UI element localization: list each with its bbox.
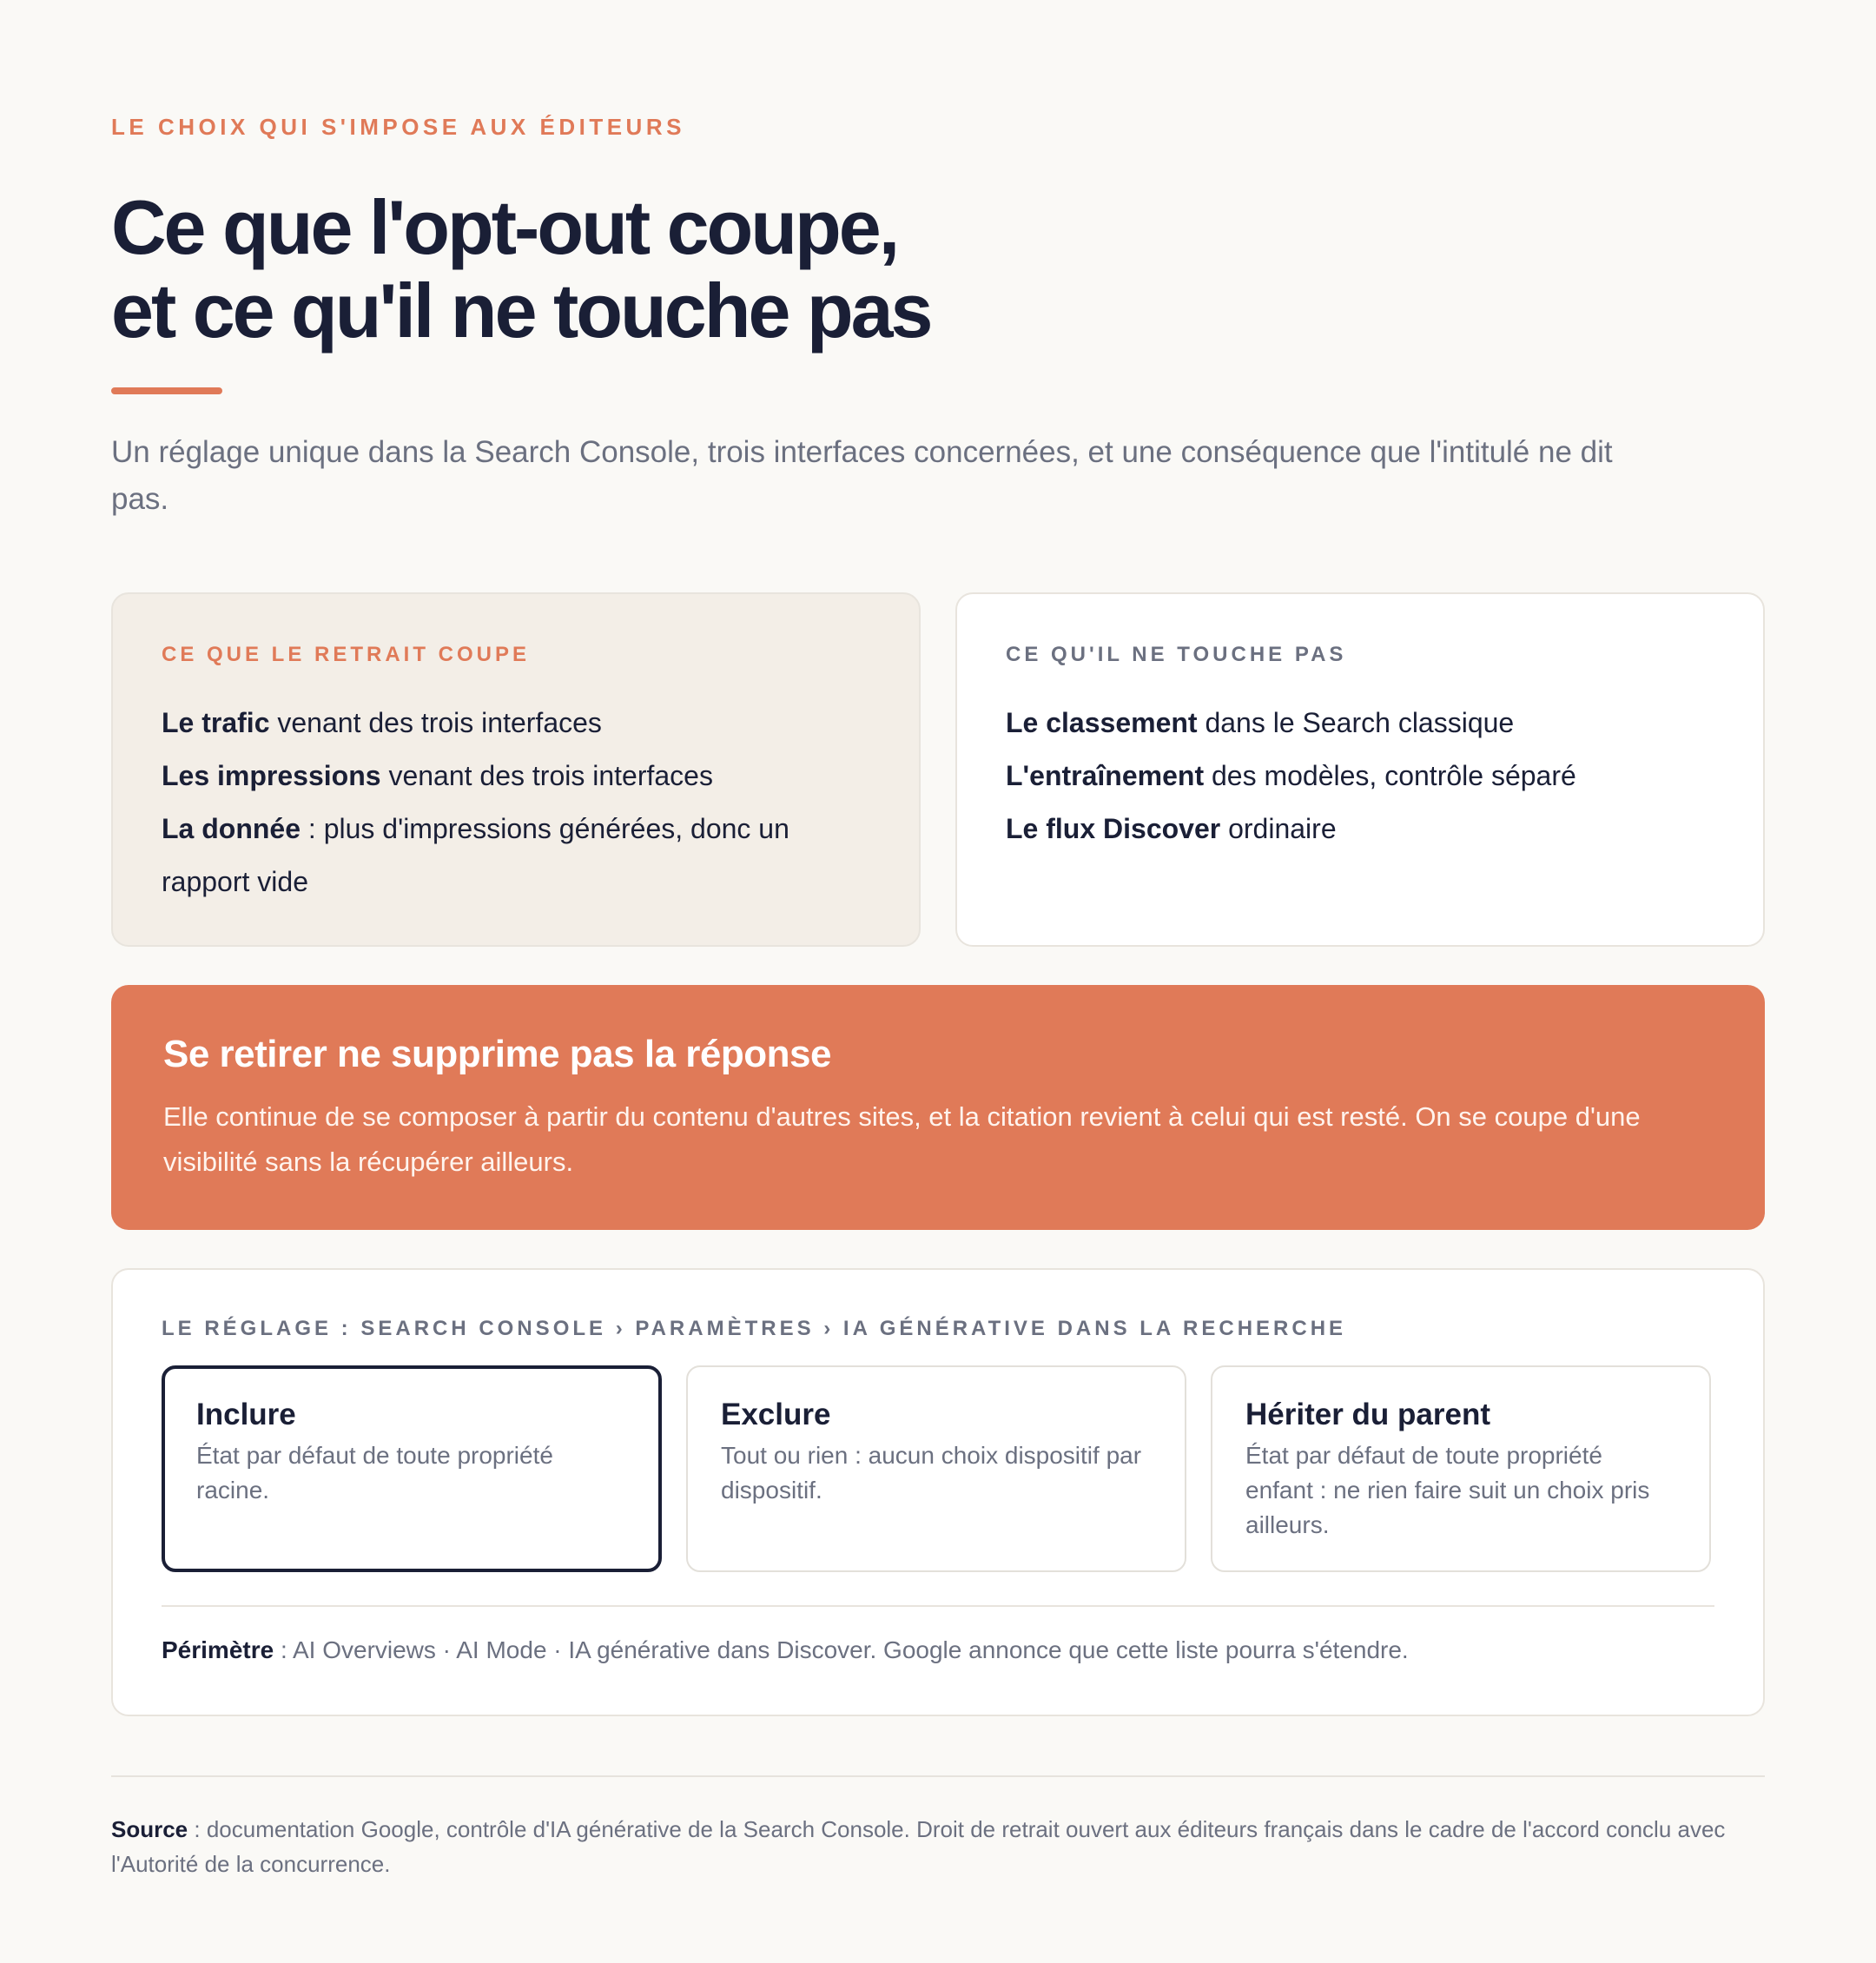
- setting-panel: [111, 1268, 1765, 1716]
- option-exclude[interactable]: [686, 1365, 1186, 1572]
- source-text: : documentation Google, contrôle d'IA générative de la Search Console. Droit de retrait ouvert aux éditeurs français dans le cadre de l'accord conclu avec l'Autorité de la concurrence.: [111, 1816, 1726, 1877]
- card-what-is-kept: [955, 592, 1765, 947]
- card-label: CE QU'IL NE TOUCHE PAS: [1006, 643, 1347, 666]
- option-title: Hériter du parent: [1245, 1398, 1490, 1431]
- cut-list: [162, 697, 870, 909]
- list-item-text: dans le Search classique: [1197, 707, 1515, 738]
- list-item-strong: L'entraînement: [1006, 760, 1205, 791]
- list-item-strong: Les impressions: [162, 760, 381, 791]
- scope-text: : AI Overviews · AI Mode · IA générative dans Discover. Google annonce que cette liste pourra s'étendre.: [274, 1636, 1409, 1663]
- page-title-line-1: Ce que l'opt-out coupe,: [111, 184, 898, 270]
- setting-path: LE RÉGLAGE : SEARCH CONSOLE › PARAMÈTRES › IA GÉNÉRATIVE DANS LA RECHERCHE: [162, 1317, 1347, 1340]
- list-item-strong: Le flux Discover: [1006, 813, 1221, 844]
- option-description: Tout ou rien : aucun choix dispositif par dispositif.: [721, 1442, 1142, 1504]
- keep-list: [1006, 697, 1714, 856]
- list-item: [162, 803, 870, 909]
- lead-paragraph: Un réglage unique dans la Search Console, trois interfaces concernées, et une conséquence que l'intitulé ne dit pas.: [111, 435, 1613, 516]
- option-inherit-parent[interactable]: [1211, 1365, 1711, 1572]
- banner-text: Elle continue de se composer à partir du contenu d'autres sites, et la citation revient à celui qui est resté. On se coupe d'une visibilité sans la récupérer ailleurs.: [163, 1101, 1641, 1177]
- setting-options: [162, 1365, 1714, 1572]
- page-title: [111, 186, 1765, 353]
- setting-divider: [162, 1605, 1714, 1607]
- list-item-strong: Le trafic: [162, 707, 270, 738]
- list-item: [1006, 697, 1714, 750]
- source-strong: Source: [111, 1816, 188, 1842]
- card-what-is-cut: [111, 592, 921, 947]
- eyebrow: LE CHOIX QUI S'IMPOSE AUX ÉDITEURS: [111, 114, 685, 140]
- option-include[interactable]: [162, 1365, 662, 1572]
- list-item-text: ordinaire: [1220, 813, 1337, 844]
- list-item-strong: Le classement: [1006, 707, 1198, 738]
- list-item: [1006, 750, 1714, 803]
- footer-divider: [111, 1775, 1765, 1777]
- list-item-strong: La donnée: [162, 813, 301, 844]
- comparison-cards: [111, 592, 1765, 947]
- card-label: CE QUE LE RETRAIT COUPE: [162, 643, 531, 666]
- warning-banner: [111, 985, 1765, 1230]
- accent-divider: [111, 387, 222, 394]
- list-item: [1006, 803, 1714, 856]
- list-item: [162, 750, 870, 803]
- option-description: État par défaut de toute propriété enfant : ne rien faire suit un choix pris ailleurs.: [1245, 1442, 1650, 1538]
- option-title: Exclure: [721, 1398, 831, 1431]
- scope-note: [162, 1633, 1714, 1668]
- option-title: Inclure: [196, 1398, 296, 1431]
- list-item-text: venant des trois interfaces: [380, 760, 713, 791]
- list-item-text: des modèles, contrôle séparé: [1204, 760, 1576, 791]
- option-description: État par défaut de toute propriété racine.: [196, 1442, 553, 1504]
- scope-strong: Périmètre: [162, 1636, 274, 1663]
- list-item-text: venant des trois interfaces: [269, 707, 602, 738]
- banner-title: Se retirer ne supprime pas la réponse: [163, 1033, 831, 1075]
- list-item-text: : plus d'impressions générées, donc un rapport vide: [162, 813, 789, 897]
- page-title-line-2: et ce qu'il ne touche pas: [111, 268, 931, 354]
- source-note: [111, 1812, 1744, 1881]
- list-item: [162, 697, 870, 750]
